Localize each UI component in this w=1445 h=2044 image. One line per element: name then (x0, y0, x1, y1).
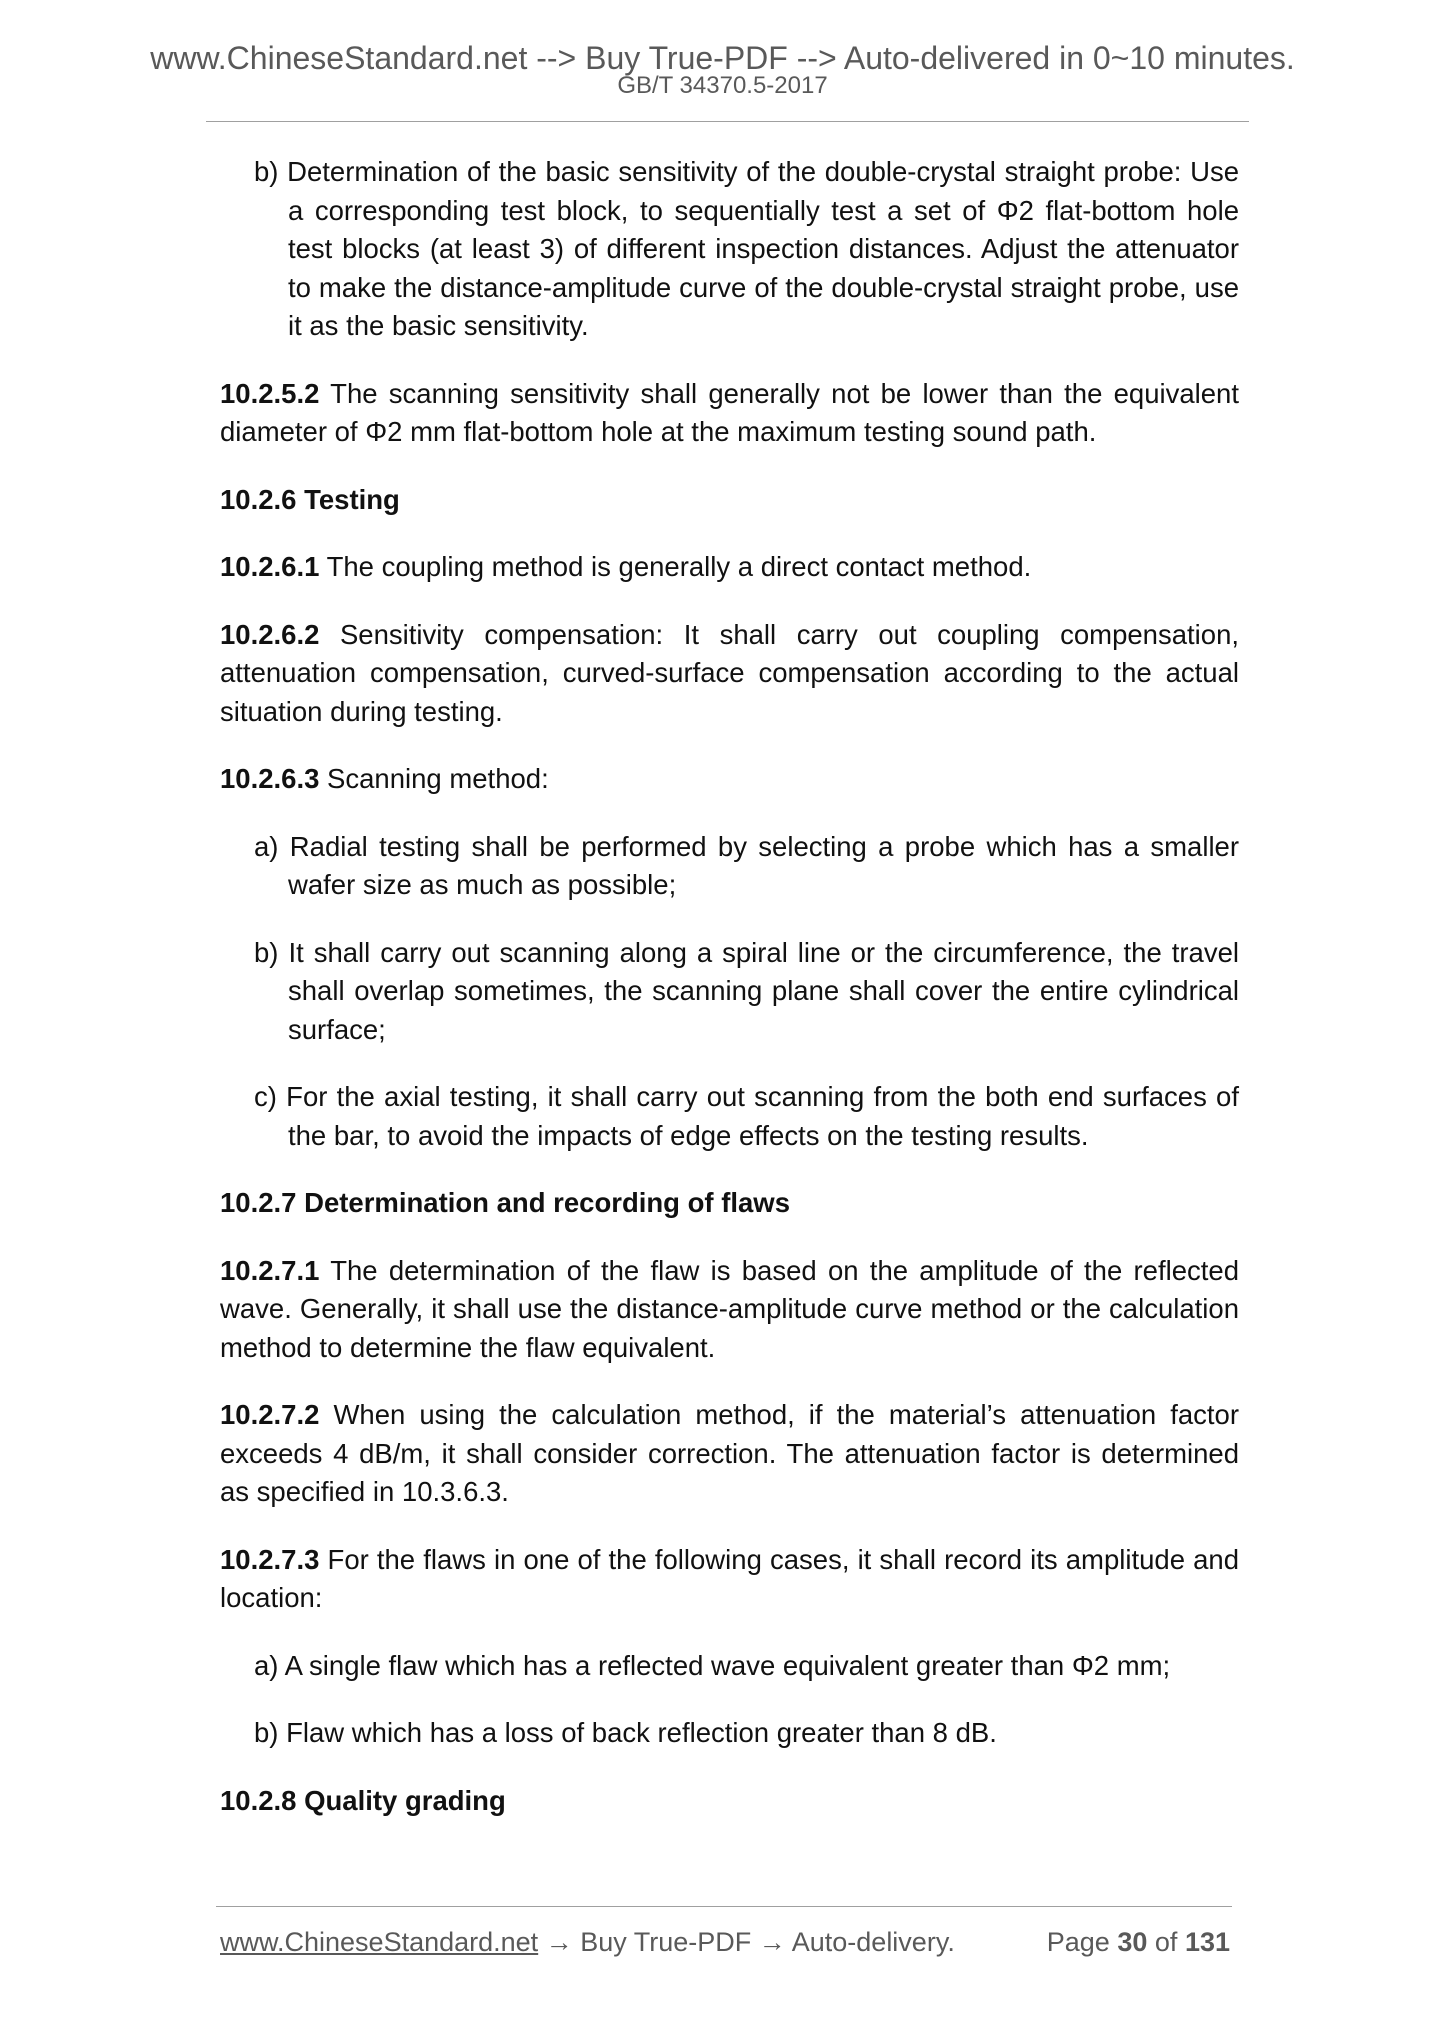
page-total: 131 (1184, 1927, 1230, 1957)
page-footer (220, 1925, 1230, 1959)
footer-divider (216, 1906, 1232, 1907)
clause-10-2-7-1 (220, 1252, 1239, 1368)
list-item-scan-c (254, 1078, 1239, 1155)
list-label: b) (254, 156, 279, 187)
clause-text: For the flaws in one of the following cases, it shall record its amplitude and location: (220, 1543, 1239, 1613)
list-text: It shall carry out scanning along a spiral line or the circumference, the travel shall overlap sometimes, the scanning plane shall cover the entire cylindrical surface; (288, 936, 1239, 1045)
header-divider (206, 121, 1249, 122)
clause-10-2-6-3 (220, 760, 1239, 799)
page-of: of (1154, 1927, 1178, 1957)
clause-number: 10.2.6.1 (220, 551, 320, 582)
clause-text: The determination of the flaw is based on the amplitude of the reflected wave. Generally, it shall use the distance-amplitude curve method or the calculation method to determine the flaw equivalent. (220, 1254, 1239, 1363)
clause-text: The coupling method is generally a direct contact method. (326, 551, 1032, 582)
clause-10-2-7-3 (220, 1541, 1239, 1618)
list-item-scan-b (254, 934, 1239, 1050)
list-text: A single flaw which has a reflected wave equivalent greater than Φ2 mm; (284, 1649, 1171, 1681)
clause-10-2-6-2 (220, 616, 1239, 732)
clause-number: 10.2.7.2 (220, 1399, 320, 1430)
page-current: 30 (1117, 1927, 1148, 1957)
footer-site-link[interactable]: www.ChineseStandard.net (220, 1927, 539, 1957)
list-text: Radial testing shall be performed by selecting a probe which has a smaller wafer size as much as possible; (288, 830, 1240, 900)
clause-number: 10.2.7.1 (220, 1254, 320, 1286)
clause-10-2-6-1 (220, 548, 1239, 587)
list-item-scan-a (254, 828, 1239, 905)
list-text: Determination of the basic sensitivity of the double-crystal straight probe: Use a corresponding test block, to sequentially test a set of Φ2 flat-bottom hole test blocks (at least 3) of different inspection distances. Adjust the attenuator to make the distance-amplitude curve of the double-crystal straight probe, use it as the basic sensitivity. (287, 156, 1239, 341)
clause-text: The scanning sensitivity shall generally not be lower than the equivalent diameter of Φ2 mm flat-bottom hole at the maximum testing sound path. (220, 377, 1239, 447)
footer-tagline: → Buy True-PDF → Auto-delivery. (538, 1927, 955, 1957)
list-label: b) (254, 1717, 279, 1748)
list-text: For the axial testing, it shall carry out scanning from the both end surfaces of the bar, to avoid the impacts of edge effects on the testing results. (286, 1081, 1239, 1151)
list-label: a) (254, 830, 279, 862)
header-banner: www.ChineseStandard.net --> Buy True-PDF --> Auto-delivered in 0~10 minutes. (150, 40, 1295, 76)
clause-number: 10.2.6.2 (220, 618, 320, 650)
document-body (220, 153, 1239, 1849)
list-item-basic-sensitivity (254, 153, 1239, 346)
page-number (1047, 1925, 1230, 1959)
section-heading-quality-grading: 10.2.8 Quality grading (220, 1784, 506, 1816)
standard-code: GB/T 34370.5-2017 (617, 72, 828, 99)
section-heading-flaws: 10.2.7 Determination and recording of flaws (220, 1187, 790, 1218)
clause-10-2-5-2 (220, 375, 1239, 452)
clause-text: When using the calculation method, if the material’s attenuation factor exceeds 4 dB/m, it shall consider correction. The attenuation factor is determined as specified in 10.3.6.3. (220, 1399, 1239, 1507)
clause-number: 10.2.5.2 (220, 377, 320, 409)
section-heading-testing: 10.2.6 Testing (220, 483, 400, 515)
clause-number: 10.2.7.3 (220, 1543, 320, 1575)
clause-10-2-7-2 (220, 1396, 1239, 1512)
clause-text: Scanning method: (327, 763, 549, 794)
page-label: Page (1046, 1927, 1110, 1957)
clause-number: 10.2.6.3 (220, 763, 320, 794)
list-item-record-b (254, 1714, 1239, 1753)
clause-text: Sensitivity compensation: It shall carry out coupling compensation, attenuation compensation, curved-surface compensation according to the actual situation during testing. (220, 618, 1239, 727)
list-label: c) (254, 1081, 277, 1112)
list-text: Flaw which has a loss of back reflection greater than 8 dB. (286, 1717, 997, 1748)
list-label: b) (254, 936, 279, 968)
list-label: a) (254, 1649, 279, 1681)
list-item-record-a (254, 1647, 1239, 1686)
